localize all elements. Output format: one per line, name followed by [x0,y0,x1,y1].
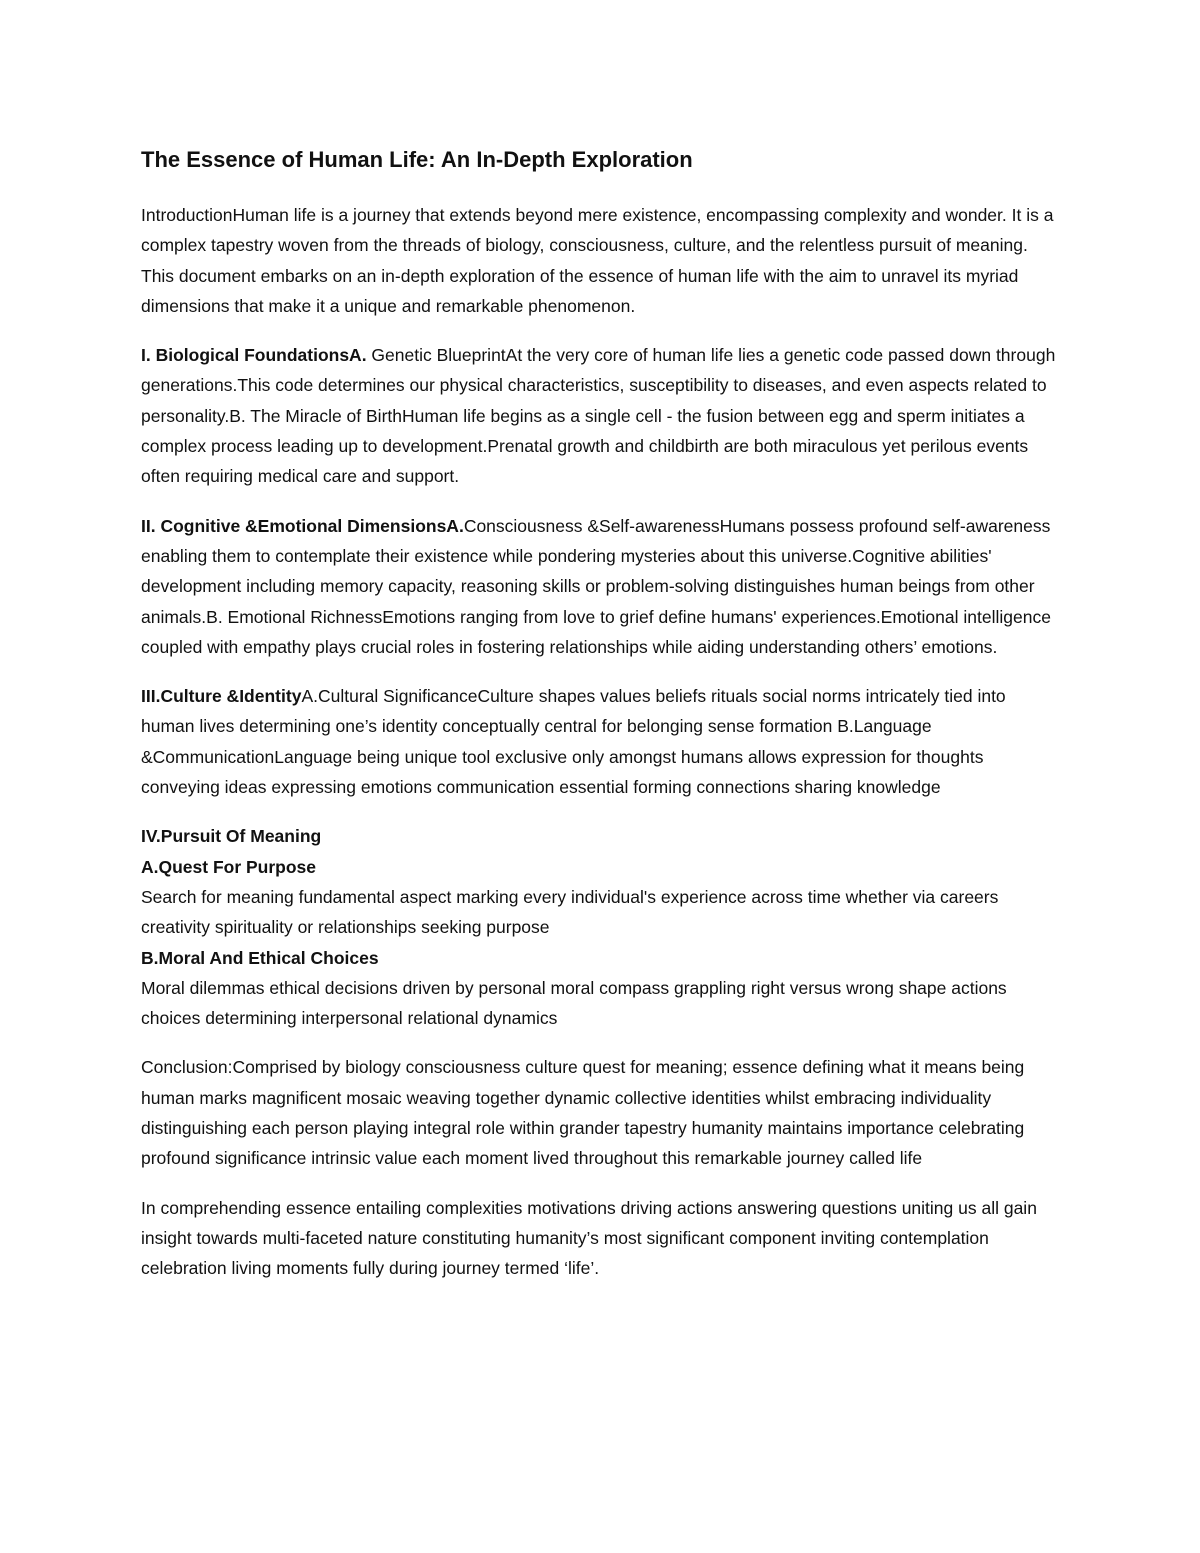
subsection-moral-heading [141,943,1056,973]
subsection-heading: A.Quest For Purpose [141,856,317,877]
document-page [141,144,1056,1303]
document-title: The Essence of Human Life: An In-Depth Exploration [141,147,693,172]
conclusion-paragraph: Conclusion:Comprised by biology consciousness culture quest for meaning; essence defining what it means being human marks magnificent mosaic weaving together dynamic collective identities whilst embracing individuality distinguishing each person playing integral role within grander tapestry humanity maintains importance celebrating profound significance intrinsic value each moment lived throughout this remarkable journey called life [141,1057,1025,1169]
section-heading: I. Biological FoundationsA. [141,345,367,366]
subsection-quest-heading [141,852,1056,882]
closing-paragraph: In comprehending essence entailing complexities motivations driving actions answering questions uniting us all gain insight towards multi-faceted nature constituting humanity’s most significant component inviting contemplation celebration living moments fully during journey termed ‘life’. [141,1197,1037,1279]
section-pursuit-heading [141,821,1056,851]
section-heading: II. Cognitive &Emotional DimensionsA. [141,515,464,536]
subsection-quest-body: Search for meaning fundamental aspect marking every individual's experience across time whether via careers creativity spirituality or relationships seeking purpose [141,886,999,938]
section-heading: III.Culture &Identity [141,686,302,707]
section-body: Consciousness &Self-awarenessHumans possess profound self-awareness enabling them to contemplate their existence while pondering mysteries about this universe.Cognitive abilities' development including memory capacity, reasoning skills or problem-solving distinguishes human beings from other animals.B. Emotional RichnessEmotions ranging from love to grief define humans' experiences.Emotional intelligence coupled with empathy plays crucial roles in fostering relationships while aiding understanding others’ emotions. [141,515,1051,657]
subsection-moral-body: Moral dilemmas ethical decisions driven by personal moral compass grappling right versus wrong shape actions choices determining interpersonal relational dynamics [141,977,1007,1029]
subsection-heading: B.Moral And Ethical Choices [141,947,379,968]
intro-paragraph: IntroductionHuman life is a journey that extends beyond mere existence, encompassing complexity and wonder. It is a complex tapestry woven from the threads of biology, consciousness, culture, and the relentless pursuit of meaning. This document embarks on an in-depth exploration of the essence of human life with the aim to unravel its myriad dimensions that make it a unique and remarkable phenomenon. [141,205,1054,316]
section-heading: IV.Pursuit Of Meaning [141,826,322,847]
section-culture-identity [141,681,1056,802]
section-body: A.Cultural SignificanceCulture shapes values beliefs rituals social norms intricately tied into human lives determining one’s identity conceptually central for belonging sense formation B.Language &CommunicationLanguage being unique tool exclusive only amongst humans allows expression for thoughts conveying ideas expressing emotions communication essential forming connections sharing knowledge [141,686,1006,798]
section-cognitive-emotional [141,511,1056,662]
section-body: Genetic BlueprintAt the very core of human life lies a genetic code passed down through generations.This code determines our physical characteristics, susceptibility to diseases, and even aspects related to personality.B. The Miracle of BirthHuman life begins as a single cell - the fusion between egg and sperm initiates a complex process leading up to development.Prenatal growth and childbirth are both miraculous yet perilous events often requiring medical care and support. [141,345,1056,487]
section-biological-foundations [141,340,1056,491]
